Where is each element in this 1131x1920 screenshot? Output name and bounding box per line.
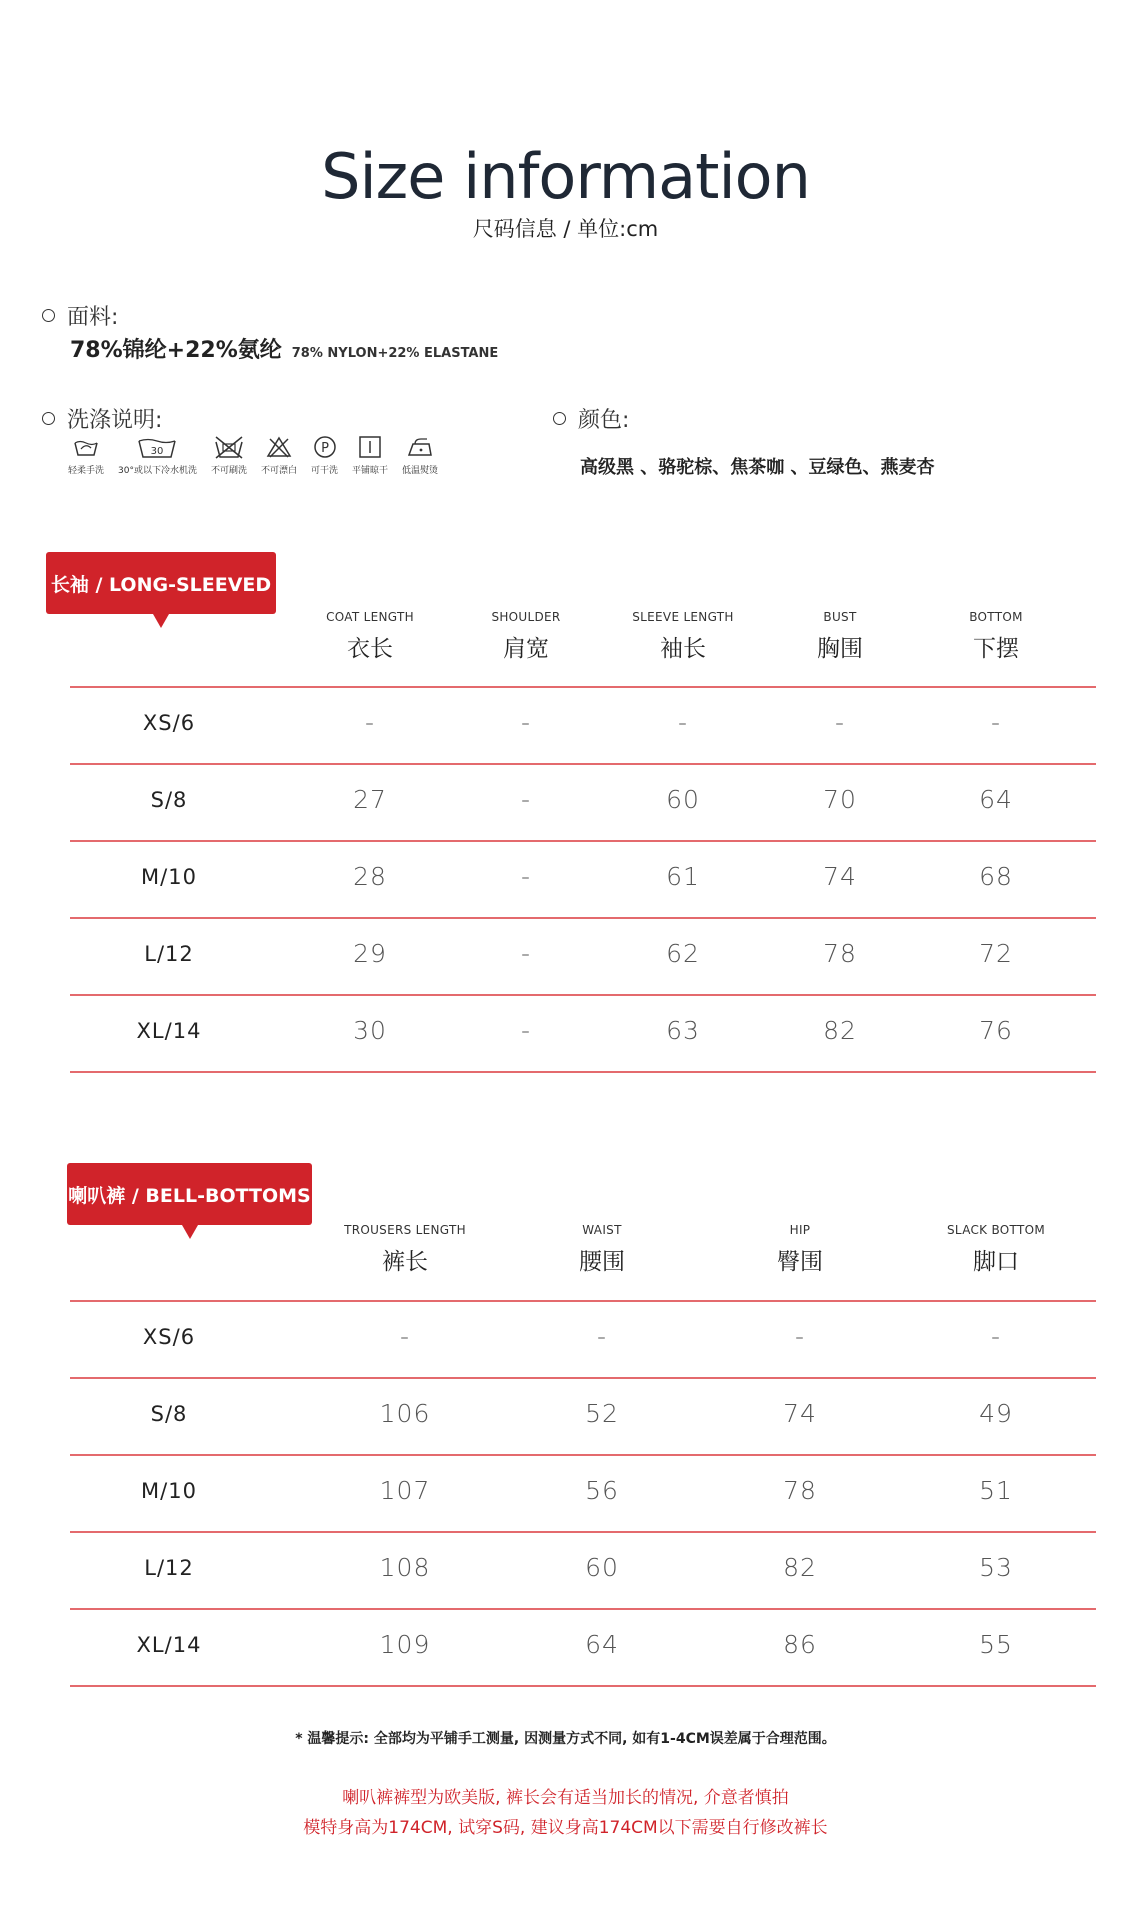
row-divider: [70, 686, 1096, 688]
column-header-en: SLEEVE LENGTH: [632, 610, 734, 624]
size-label: S/8: [150, 787, 188, 812]
table-cell: 78: [823, 938, 857, 968]
table-cell: -: [596, 1321, 608, 1351]
table-cell: 30: [353, 1015, 387, 1045]
row-divider: [70, 917, 1096, 919]
care-item: 30 30°或以下冷水机洗: [118, 435, 197, 476]
table-cell: 64: [979, 784, 1013, 814]
table-cell: 27: [353, 784, 387, 814]
row-divider: [70, 1531, 1096, 1533]
long-sleeved-tag: 长袖 / LONG-SLEEVED: [46, 552, 276, 614]
table-cell: 82: [823, 1015, 857, 1045]
column-header-cn: 脚口: [973, 1249, 1019, 1275]
table-cell: 61: [666, 861, 700, 891]
bullet-circle-icon: [42, 412, 55, 425]
bottom-column-header: [502, 1223, 702, 1276]
table-cell: 72: [979, 938, 1013, 968]
svg-text:30: 30: [151, 446, 164, 457]
column-header-en: TROUSERS LENGTH: [344, 1223, 466, 1237]
bottom-column-header: [305, 1223, 505, 1276]
table-cell: 74: [783, 1398, 817, 1428]
bottom-column-header: [700, 1223, 900, 1276]
machine-wash-30-icon: [137, 435, 177, 459]
table-cell: 64: [585, 1629, 619, 1659]
table-cell: 52: [585, 1398, 619, 1428]
low-iron-icon: [405, 435, 435, 459]
table-cell: -: [520, 1015, 532, 1045]
table-cell: 109: [379, 1629, 431, 1659]
table-cell: 106: [379, 1398, 431, 1428]
svg-text:P: P: [320, 441, 329, 456]
fabric-label-row: [42, 300, 118, 331]
column-header-en: COAT LENGTH: [326, 610, 414, 624]
column-header-cn: 裤长: [382, 1249, 428, 1275]
tag-pointer-icon: [153, 614, 169, 628]
table-cell: 60: [666, 784, 700, 814]
table-cell: 51: [979, 1475, 1013, 1505]
care-item: 低温熨烫: [402, 435, 438, 476]
fabric-value-cn: 78%锦纶+22%氨纶: [70, 338, 282, 363]
size-label: XL/14: [136, 1632, 202, 1657]
table-cell: 53: [979, 1552, 1013, 1582]
table-cell: -: [520, 938, 532, 968]
care-item: 平铺晾干: [352, 435, 388, 476]
size-label: XL/14: [136, 1018, 202, 1043]
row-divider: [70, 1685, 1096, 1687]
column-header-cn: 臀围: [777, 1249, 823, 1275]
row-divider: [70, 1377, 1096, 1379]
row-divider: [70, 1454, 1096, 1456]
table-cell: -: [834, 707, 846, 737]
fabric-value-row: [70, 333, 498, 364]
column-header-cn: 胸围: [817, 636, 863, 662]
row-divider: [70, 1608, 1096, 1610]
row-divider: [70, 994, 1096, 996]
no-bleach-icon: [265, 435, 293, 459]
column-header-en: HIP: [789, 1223, 811, 1237]
table-cell: 70: [823, 784, 857, 814]
column-header-en: SHOULDER: [491, 610, 561, 624]
table-cell: 68: [979, 861, 1013, 891]
size-label: L/12: [144, 1555, 194, 1580]
fabric-value-en: 78% NYLON+22% ELASTANE: [291, 346, 499, 361]
care-item: 不可刷洗: [211, 435, 247, 476]
colors-value: 高级黑 、骆驼棕、焦茶咖 、豆绿色、燕麦杏: [580, 457, 935, 478]
colors-label: 颜色:: [578, 408, 630, 433]
table-cell: -: [677, 707, 689, 737]
tag-pointer-icon: [182, 1225, 198, 1239]
top-column-header: [896, 610, 1096, 663]
page-subtitle: 尺码信息 / 单位:cm: [472, 217, 659, 241]
table-cell: 107: [379, 1475, 431, 1505]
table-cell: 29: [353, 938, 387, 968]
table-cell: 82: [783, 1552, 817, 1582]
table-cell: -: [794, 1321, 806, 1351]
table-cell: 86: [783, 1629, 817, 1659]
table-cell: 60: [585, 1552, 619, 1582]
column-header-cn: 袖长: [660, 636, 706, 662]
care-icons-row: [68, 435, 452, 476]
bullet-circle-icon: [553, 412, 566, 425]
flat-dry-icon: [357, 435, 383, 459]
size-label: XS/6: [142, 710, 196, 735]
column-header-en: SLACK BOTTOM: [947, 1223, 1045, 1237]
size-label: S/8: [150, 1401, 188, 1426]
care-item: 轻柔手洗: [68, 435, 104, 476]
column-header-cn: 肩宽: [503, 636, 549, 662]
fit-note-1: 喇叭裤裤型为欧美版, 裤长会有适当加长的情况, 介意者慎拍: [342, 1788, 789, 1808]
care-item: P 可干洗: [311, 435, 338, 476]
table-cell: 62: [666, 938, 700, 968]
table-cell: -: [399, 1321, 411, 1351]
table-cell: 63: [666, 1015, 700, 1045]
row-divider: [70, 763, 1096, 765]
colors-label-row: [553, 403, 629, 434]
size-label: L/12: [144, 941, 194, 966]
care-item: 不可漂白: [261, 435, 297, 476]
row-divider: [70, 1071, 1096, 1073]
column-header-cn: 下摆: [973, 636, 1019, 662]
table-cell: -: [364, 707, 376, 737]
column-header-en: BUST: [823, 610, 857, 624]
table-cell: 74: [823, 861, 857, 891]
bell-bottoms-tag: 喇叭裤 / BELL-BOTTOMS: [67, 1163, 312, 1225]
table-cell: -: [520, 707, 532, 737]
measurement-tip: * 温馨提示: 全部均为平铺手工测量, 因测量方式不同, 如有1-4CM误差属于合理范围。: [295, 1731, 836, 1747]
size-label: M/10: [141, 864, 197, 889]
bullet-circle-icon: [42, 309, 55, 322]
care-label: 洗涤说明:: [67, 408, 163, 433]
page-title: Size information: [321, 140, 810, 213]
row-divider: [70, 840, 1096, 842]
bottom-column-header: [896, 1223, 1096, 1276]
table-cell: 55: [979, 1629, 1013, 1659]
table-cell: 49: [979, 1398, 1013, 1428]
care-label-row: [42, 403, 162, 434]
column-header-cn: 腰围: [579, 1249, 625, 1275]
table-cell: -: [990, 1321, 1002, 1351]
table-cell: -: [520, 861, 532, 891]
dry-clean-p-icon: [312, 435, 338, 459]
column-header-en: WAIST: [582, 1223, 622, 1237]
hand-wash-icon: [72, 435, 100, 459]
table-cell: -: [990, 707, 1002, 737]
table-cell: -: [520, 784, 532, 814]
table-cell: 78: [783, 1475, 817, 1505]
table-cell: 28: [353, 861, 387, 891]
no-brush-icon: [213, 435, 245, 459]
table-cell: 56: [585, 1475, 619, 1505]
table-cell: 76: [979, 1015, 1013, 1045]
table-cell: 108: [379, 1552, 431, 1582]
row-divider: [70, 1300, 1096, 1302]
fit-note-2: 模特身高为174CM, 试穿S码, 建议身高174CM以下需要自行修改裤长: [303, 1818, 828, 1838]
size-label: M/10: [141, 1478, 197, 1503]
size-label: XS/6: [142, 1324, 196, 1349]
column-header-cn: 衣长: [347, 636, 393, 662]
fabric-label: 面料:: [67, 305, 119, 330]
column-header-en: BOTTOM: [969, 610, 1023, 624]
